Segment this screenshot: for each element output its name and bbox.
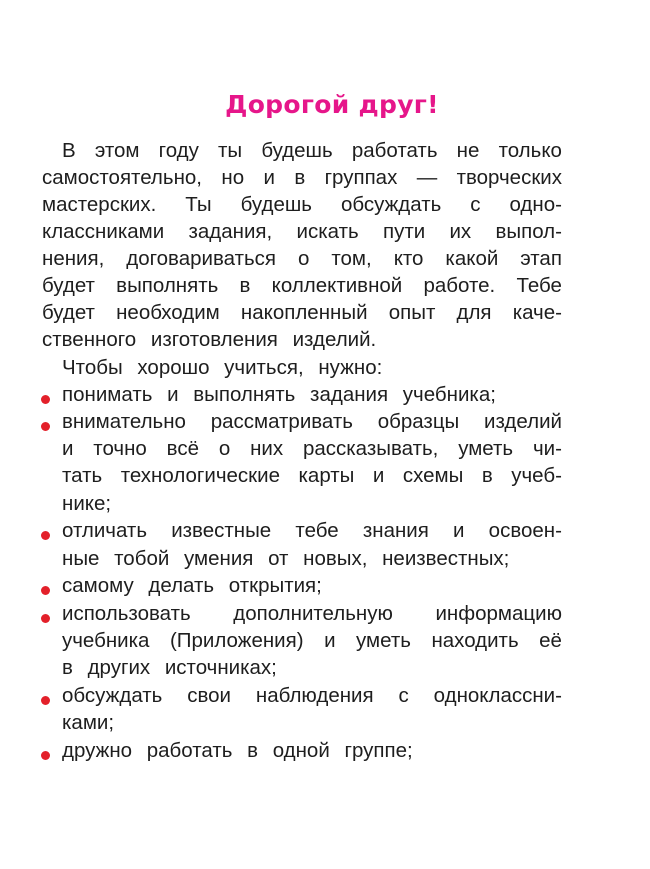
word: будешь xyxy=(240,193,312,216)
word: в xyxy=(239,274,251,297)
word: находить xyxy=(431,629,519,652)
word: этап xyxy=(520,247,562,270)
paragraph-line xyxy=(42,245,562,272)
list-item-line: нике; xyxy=(62,492,112,515)
word: классниками xyxy=(42,220,165,243)
word: наблюдения xyxy=(255,684,374,707)
word: с xyxy=(398,684,409,707)
word: опыт xyxy=(388,301,436,324)
word: только xyxy=(498,139,562,162)
bullet-icon xyxy=(41,395,50,404)
word: будешь xyxy=(261,139,333,162)
word: схемы xyxy=(402,464,464,487)
word: и xyxy=(453,519,465,542)
word: известные xyxy=(171,519,272,542)
word: внимательно xyxy=(62,410,186,433)
word: отличать xyxy=(62,519,148,542)
word: их xyxy=(449,220,472,243)
list-item-line xyxy=(62,408,562,435)
word: искать xyxy=(296,220,359,243)
list-item-line xyxy=(62,435,562,462)
word: необходим xyxy=(116,301,220,324)
word: изделий xyxy=(484,410,562,433)
word: какой xyxy=(445,247,499,270)
word: выпол- xyxy=(495,220,562,243)
paragraph-line xyxy=(42,272,562,299)
word: и xyxy=(324,629,336,652)
list-item-line: ные тобой умения от новых, неизвестных; xyxy=(62,547,510,570)
word: тать xyxy=(62,464,103,487)
bullet-icon xyxy=(41,531,50,540)
word: — xyxy=(416,166,438,189)
bullet-icon xyxy=(41,696,50,705)
word: договариваться xyxy=(126,247,277,270)
word: выполнять xyxy=(116,274,219,297)
word: Ты xyxy=(185,193,212,216)
list-item-line: понимать и выполнять задания учебника; xyxy=(62,383,496,406)
word: учебника xyxy=(62,629,150,652)
word: году xyxy=(158,139,199,162)
list-item-line xyxy=(62,682,562,709)
word: о xyxy=(218,437,231,460)
bullet-icon xyxy=(41,422,50,431)
word: образцы xyxy=(377,410,460,433)
word: её xyxy=(539,629,562,652)
word: использовать xyxy=(62,602,191,625)
word: и xyxy=(263,166,275,189)
word: технологические xyxy=(120,464,280,487)
word: для xyxy=(456,301,492,324)
page-title: Дорогой друг! xyxy=(225,90,439,119)
list-item-line: ками; xyxy=(62,711,115,734)
word: всё xyxy=(166,437,199,460)
word: освоен- xyxy=(488,519,562,542)
word: не xyxy=(456,139,480,162)
word: каче- xyxy=(512,301,562,324)
word: обсуждать xyxy=(62,684,163,707)
word: чи- xyxy=(532,437,562,460)
word: свои xyxy=(187,684,232,707)
word: рассматривать xyxy=(210,410,353,433)
bullet-icon xyxy=(41,614,50,623)
list-item-line xyxy=(62,517,562,544)
word: в xyxy=(294,166,306,189)
word: нения, xyxy=(42,247,105,270)
list-intro: Чтобы хорошо учиться, нужно: xyxy=(62,356,383,379)
word: Тебе xyxy=(516,274,562,297)
list-item-line xyxy=(62,600,562,627)
word: творческих xyxy=(456,166,562,189)
word: работе. xyxy=(423,274,496,297)
word: знания xyxy=(362,519,429,542)
paragraph-line xyxy=(42,164,562,191)
word: информацию xyxy=(435,602,562,625)
word: кто xyxy=(393,247,424,270)
word: накопленный xyxy=(240,301,368,324)
word: обсуждать xyxy=(340,193,442,216)
list-item-line xyxy=(62,462,562,489)
word: тебе xyxy=(295,519,339,542)
bullet-icon xyxy=(41,586,50,595)
word: будет xyxy=(42,274,95,297)
word: задания, xyxy=(188,220,273,243)
word: уметь xyxy=(356,629,411,652)
word: и xyxy=(62,437,74,460)
word: уметь xyxy=(458,437,514,460)
word: одноклассни- xyxy=(433,684,562,707)
word: будет xyxy=(42,301,95,324)
list-item-line: дружно работать в одной группе; xyxy=(62,739,413,762)
paragraph-line xyxy=(62,137,562,164)
word: них xyxy=(250,437,284,460)
word: (Приложения) xyxy=(169,629,304,652)
word: учеб- xyxy=(511,464,562,487)
word: о xyxy=(297,247,310,270)
word: работать xyxy=(351,139,438,162)
word: В xyxy=(62,139,76,162)
word: пути xyxy=(382,220,426,243)
word: рассказывать, xyxy=(302,437,439,460)
word: ты xyxy=(218,139,243,162)
word: но xyxy=(221,166,245,189)
paragraph-line xyxy=(42,218,562,245)
word: в xyxy=(481,464,493,487)
word: мастерских. xyxy=(42,193,157,216)
word: этом xyxy=(94,139,140,162)
word: одно- xyxy=(509,193,562,216)
word: с xyxy=(470,193,481,216)
word: коллективной xyxy=(271,274,403,297)
paragraph-line: ственного изготовления изделий. xyxy=(42,328,377,351)
word: дополнительную xyxy=(233,602,393,625)
paragraph-line xyxy=(42,191,562,218)
list-item-line: в других источниках; xyxy=(62,656,277,679)
word: карты xyxy=(298,464,355,487)
bullet-icon xyxy=(41,751,50,760)
list-item-line: самому делать открытия; xyxy=(62,574,322,597)
word: самостоятельно, xyxy=(42,166,202,189)
word: точно xyxy=(93,437,147,460)
word: том, xyxy=(331,247,372,270)
list-item-line xyxy=(62,627,562,654)
paragraph-line xyxy=(42,299,562,326)
word: группах xyxy=(324,166,398,189)
word: и xyxy=(372,464,385,487)
